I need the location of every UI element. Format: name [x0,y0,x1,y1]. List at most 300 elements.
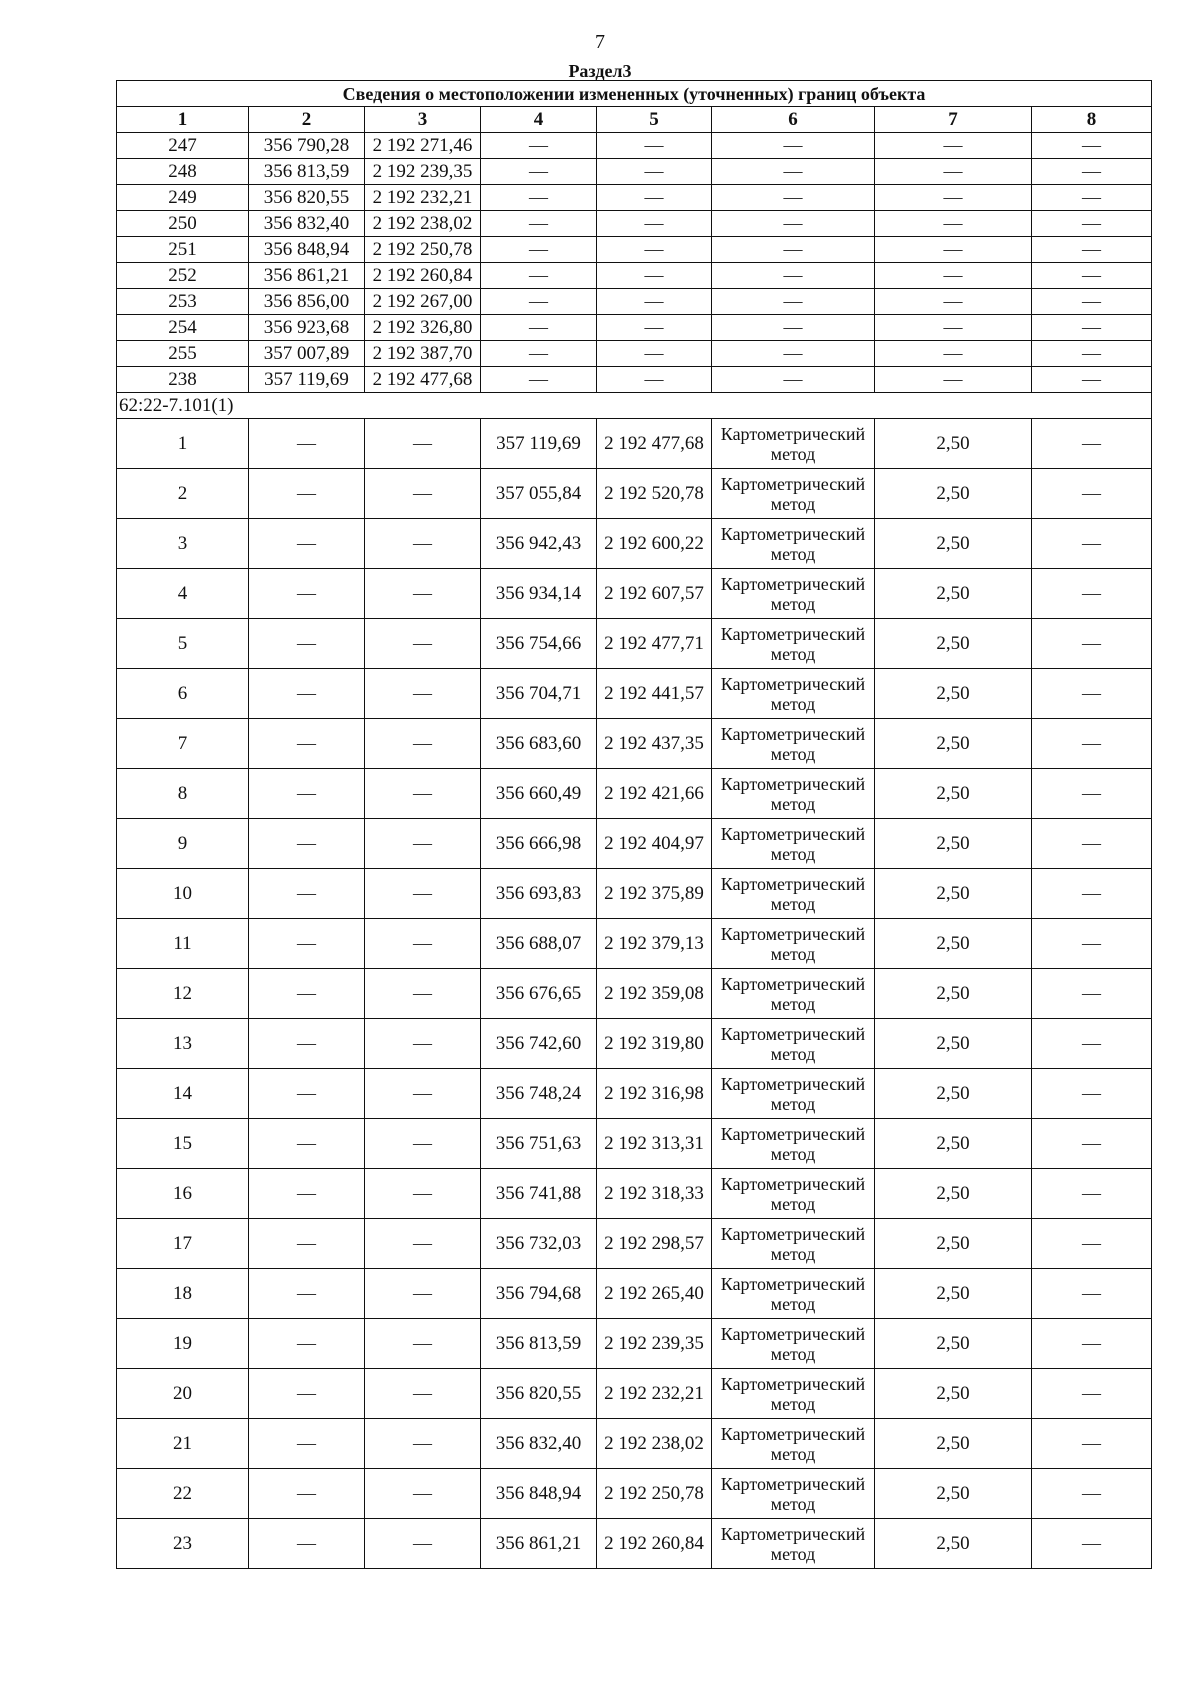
table-cell: — [1032,1419,1152,1469]
table-cell: — [365,819,481,869]
table-cell: — [1032,819,1152,869]
table-cell: 356 751,63 [481,1119,597,1169]
table-cell: — [365,769,481,819]
table-cell: 2 192 313,31 [597,1119,712,1169]
table-cell: — [249,519,365,569]
table-cell: 356 660,49 [481,769,597,819]
table-cell: — [1032,469,1152,519]
table-cell: 2 192 250,78 [597,1469,712,1519]
table-cell: — [1032,719,1152,769]
table-cell: 19 [117,1319,249,1369]
table-cell: — [365,419,481,469]
table-cell: 356 790,28 [249,133,365,159]
table-cell: 18 [117,1269,249,1319]
table-cell: — [365,1419,481,1469]
table-cell: — [481,263,597,289]
table-cell: 2,50 [875,1019,1032,1069]
table-cell: — [365,619,481,669]
table-cell: 15 [117,1119,249,1169]
table-cell: — [1032,569,1152,619]
table-cell: 2,50 [875,869,1032,919]
table-cell: 2 192 319,80 [597,1019,712,1069]
table-cell: — [875,367,1032,393]
table-cell: 2 192 260,84 [365,263,481,289]
table-cell: 2 192 387,70 [365,341,481,367]
table-cell: — [481,237,597,263]
table-cell: — [1032,1169,1152,1219]
table-cell: 238 [117,367,249,393]
table-cell: — [1032,1019,1152,1069]
table-cell: 2 192 298,57 [597,1219,712,1269]
table-cell: — [249,469,365,519]
table-cell: 6 [117,669,249,719]
table-cell: — [712,289,875,315]
table-cell: — [249,1369,365,1419]
object-id: 62:22-7.101(1) [117,393,1152,419]
table-cell: 2 192 421,66 [597,769,712,819]
table-cell: 8 [117,769,249,819]
table-cell: — [365,869,481,919]
table-cell: — [249,1419,365,1469]
table-caption: Сведения о местоположении измененных (уточненных) границ объекта [117,81,1152,107]
table-cell: — [1032,1369,1152,1419]
table-cell: — [365,1369,481,1419]
table-cell: 2,50 [875,1219,1032,1269]
table-cell: 2,50 [875,819,1032,869]
table-cell: 2,50 [875,769,1032,819]
table-row [117,869,1152,919]
table-cell: 2,50 [875,1419,1032,1469]
table-cell: — [597,289,712,315]
table-row [117,315,1152,341]
table-cell: — [365,1119,481,1169]
table-row [117,237,1152,263]
table-cell: 2 192 607,57 [597,569,712,619]
table-cell: — [365,1519,481,1569]
column-number: 4 [481,107,597,133]
table-cell: — [249,869,365,919]
table-cell: — [249,1069,365,1119]
table-cell: 2 192 379,13 [597,919,712,969]
table-cell: — [365,469,481,519]
table-cell: 357 119,69 [481,419,597,469]
table-row [117,819,1152,869]
table-cell: — [1032,919,1152,969]
table-cell: 2 192 318,33 [597,1169,712,1219]
table-cell: — [365,1069,481,1119]
table-row [117,969,1152,1019]
table-cell: 17 [117,1219,249,1269]
table-cell: — [712,263,875,289]
table-cell: 2 192 316,98 [597,1069,712,1119]
table-cell: 356 856,00 [249,289,365,315]
table-caption-row [117,81,1152,107]
table-cell: Картометрический метод [712,1519,875,1569]
table-cell: 2,50 [875,719,1032,769]
table-cell: 2,50 [875,1469,1032,1519]
table-cell: 356 748,24 [481,1069,597,1119]
column-number: 1 [117,107,249,133]
column-number: 8 [1032,107,1152,133]
table-cell: Картометрический метод [712,1469,875,1519]
table-cell: 11 [117,919,249,969]
table-cell: 10 [117,869,249,919]
table-cell: 356 861,21 [481,1519,597,1569]
table-cell: 254 [117,315,249,341]
table-cell: 2,50 [875,619,1032,669]
table-cell: 2,50 [875,919,1032,969]
table-cell: 356 666,98 [481,819,597,869]
page-number: 7 [595,31,605,53]
table-cell: 2 192 250,78 [365,237,481,263]
table-cell: — [249,1319,365,1369]
table-cell: — [1032,367,1152,393]
table-cell: 2,50 [875,1519,1032,1569]
table-cell: 20 [117,1369,249,1419]
table-row [117,1219,1152,1269]
column-number: 7 [875,107,1032,133]
table-row [117,211,1152,237]
table-cell: — [1032,341,1152,367]
table-cell: 2 192 437,35 [597,719,712,769]
table-cell: 356 741,88 [481,1169,597,1219]
table-row [117,367,1152,393]
table-row [117,263,1152,289]
table-cell: 2,50 [875,1119,1032,1169]
table-row [117,419,1152,469]
table-row [117,1319,1152,1369]
table-cell: — [1032,133,1152,159]
table-cell: — [712,159,875,185]
table-row [117,1419,1152,1469]
table-row [117,133,1152,159]
table-cell: 247 [117,133,249,159]
table-cell: — [365,1469,481,1519]
table-cell: — [1032,1119,1152,1169]
table-row [117,1469,1152,1519]
table-cell: Картометрический метод [712,1069,875,1119]
table-cell: 251 [117,237,249,263]
table-cell: 2,50 [875,1319,1032,1369]
table-cell: — [481,315,597,341]
table-cell: — [597,211,712,237]
table-row [117,185,1152,211]
table-cell: — [1032,419,1152,469]
table-cell: — [365,1219,481,1269]
table-cell: — [1032,969,1152,1019]
table-cell: 2 192 260,84 [597,1519,712,1569]
table-cell: — [249,1169,365,1219]
column-number-row [117,107,1152,133]
table-cell: 356 820,55 [481,1369,597,1419]
section-title: Раздел3 [568,61,632,81]
table-cell: — [249,969,365,1019]
table-cell: Картометрический метод [712,819,875,869]
table-cell: 2 [117,469,249,519]
table-cell: — [875,185,1032,211]
table-cell: 356 832,40 [481,1419,597,1469]
table-cell: 2 192 267,00 [365,289,481,315]
table-cell: — [249,619,365,669]
table-cell: — [249,919,365,969]
table-row [117,1119,1152,1169]
table-cell: — [365,1019,481,1069]
table-cell: 2,50 [875,1269,1032,1319]
table-cell: 2 192 477,68 [597,419,712,469]
table-cell: — [1032,519,1152,569]
column-number: 5 [597,107,712,133]
table-cell: Картометрический метод [712,1219,875,1269]
table-cell: — [249,1019,365,1069]
table-row [117,1019,1152,1069]
table-cell: — [249,769,365,819]
column-number: 6 [712,107,875,133]
table-row [117,519,1152,569]
table-cell: 253 [117,289,249,315]
table-cell: 2 192 271,46 [365,133,481,159]
table-cell: — [365,569,481,619]
table-cell: Картометрический метод [712,1169,875,1219]
table-cell: 5 [117,619,249,669]
table-cell: — [249,1519,365,1569]
table-cell: — [365,669,481,719]
table-cell: 2 192 359,08 [597,969,712,1019]
table-cell: 2 192 375,89 [597,869,712,919]
table-cell: 16 [117,1169,249,1219]
table-row [117,719,1152,769]
table-cell: 356 848,94 [249,237,365,263]
table-cell: — [712,315,875,341]
table-row [117,619,1152,669]
table-cell: — [597,185,712,211]
table-cell: — [249,719,365,769]
table-cell: 356 832,40 [249,211,365,237]
table-cell: — [249,819,365,869]
table-cell: 357 119,69 [249,367,365,393]
table-cell: 4 [117,569,249,619]
table-cell: — [875,289,1032,315]
table-cell: 356 848,94 [481,1469,597,1519]
table-cell: 2 192 265,40 [597,1269,712,1319]
table-cell: — [1032,211,1152,237]
table-cell: Картометрический метод [712,1319,875,1369]
table-cell: — [712,341,875,367]
table-row [117,569,1152,619]
table-cell: — [1032,1269,1152,1319]
table-cell: Картометрический метод [712,719,875,769]
table-cell: 2,50 [875,1369,1032,1419]
column-number: 2 [249,107,365,133]
table-cell: — [1032,185,1152,211]
table-cell: — [597,263,712,289]
table-cell: — [875,133,1032,159]
table-cell: — [249,569,365,619]
table-row [117,289,1152,315]
table-cell: 2,50 [875,969,1032,1019]
table-cell: — [597,237,712,263]
table-cell: 3 [117,519,249,569]
table-row [117,469,1152,519]
table-cell: 250 [117,211,249,237]
table-cell: — [1032,315,1152,341]
table-cell: Картометрический метод [712,869,875,919]
table-cell: — [249,1469,365,1519]
table-cell: — [365,969,481,1019]
table-cell: — [365,919,481,969]
table-cell: Картометрический метод [712,919,875,969]
table-cell: — [481,341,597,367]
table-row [117,1269,1152,1319]
table-cell: 356 794,68 [481,1269,597,1319]
table-cell: — [597,133,712,159]
table-cell: 356 676,65 [481,969,597,1019]
table-cell: 2 192 326,80 [365,315,481,341]
table-cell: — [1032,869,1152,919]
table-cell: — [597,367,712,393]
table-cell: 9 [117,819,249,869]
table-cell: — [365,1169,481,1219]
table-cell: — [875,341,1032,367]
table-row [117,669,1152,719]
table-cell: 2,50 [875,1169,1032,1219]
table-cell: Картометрический метод [712,569,875,619]
table-cell: — [1032,263,1152,289]
table-cell: — [875,159,1032,185]
table-cell: — [365,719,481,769]
table-cell: 13 [117,1019,249,1069]
table-cell: Картометрический метод [712,769,875,819]
table-cell: 2 192 239,35 [365,159,481,185]
table-cell: 356 923,68 [249,315,365,341]
table-cell: 252 [117,263,249,289]
table-cell: Картометрический метод [712,969,875,1019]
table-cell: 249 [117,185,249,211]
table-cell: Картометрический метод [712,669,875,719]
table-cell: — [1032,1469,1152,1519]
table-cell: Картометрический метод [712,1019,875,1069]
table-cell: — [249,1269,365,1319]
table-cell: Картометрический метод [712,1269,875,1319]
table-cell: 357 007,89 [249,341,365,367]
table-cell: — [712,133,875,159]
table-cell: 2,50 [875,569,1032,619]
table-cell: 2 192 232,21 [365,185,481,211]
table-cell: — [481,185,597,211]
table-cell: 2 192 404,97 [597,819,712,869]
table-cell: — [712,211,875,237]
table-cell: — [875,237,1032,263]
table-cell: — [481,159,597,185]
table-cell: 2,50 [875,519,1032,569]
table-cell: 255 [117,341,249,367]
table-cell: 23 [117,1519,249,1569]
table-cell: 356 688,07 [481,919,597,969]
table-cell: — [1032,1319,1152,1369]
table-body [117,133,1152,1569]
table-cell: Картометрический метод [712,619,875,669]
table-cell: 2 192 477,71 [597,619,712,669]
table-cell: — [365,519,481,569]
table-row [117,159,1152,185]
boundary-coordinates-table [116,80,1152,1569]
table-cell: — [249,1219,365,1269]
table-cell: 356 683,60 [481,719,597,769]
table-cell: — [1032,159,1152,185]
table-row [117,1369,1152,1419]
table-cell: 14 [117,1069,249,1119]
table-cell: — [1032,769,1152,819]
table-cell: 356 820,55 [249,185,365,211]
table-cell: — [1032,1219,1152,1269]
table-cell: 2 192 239,35 [597,1319,712,1369]
table-cell: — [597,341,712,367]
table-cell: Картометрический метод [712,1369,875,1419]
table-cell: — [1032,669,1152,719]
table-cell: 2,50 [875,469,1032,519]
table-cell: 2 192 238,02 [597,1419,712,1469]
table-cell: Картометрический метод [712,1119,875,1169]
table-cell: — [597,315,712,341]
table-row [117,769,1152,819]
table-cell: 21 [117,1419,249,1469]
table-cell: — [712,237,875,263]
table-cell: 2 192 477,68 [365,367,481,393]
table-cell: — [481,133,597,159]
table-cell: — [1032,1069,1152,1119]
table-cell: — [249,669,365,719]
table-cell: — [875,263,1032,289]
table-cell: 357 055,84 [481,469,597,519]
table-cell: 356 942,43 [481,519,597,569]
table-cell: 356 704,71 [481,669,597,719]
table-cell: — [249,1119,365,1169]
table-cell: 7 [117,719,249,769]
table-cell: 356 813,59 [481,1319,597,1369]
table-cell: Картометрический метод [712,469,875,519]
table-cell: — [1032,289,1152,315]
column-number: 3 [365,107,481,133]
table-cell: — [481,289,597,315]
table-cell: — [365,1269,481,1319]
table-cell: — [249,419,365,469]
table-cell: 356 861,21 [249,263,365,289]
table-cell: 2,50 [875,669,1032,719]
table-row [117,1519,1152,1569]
table-cell: 2 192 232,21 [597,1369,712,1419]
table-cell: — [875,211,1032,237]
table-cell: 356 934,14 [481,569,597,619]
table-cell: 12 [117,969,249,1019]
table-row [117,1069,1152,1119]
table-cell: 1 [117,419,249,469]
table-row [117,341,1152,367]
table-cell: — [365,1319,481,1369]
table-cell: — [597,159,712,185]
table-row [117,919,1152,969]
table-cell: 22 [117,1469,249,1519]
table-cell: — [481,211,597,237]
table-cell: 356 742,60 [481,1019,597,1069]
table-cell: 2 192 520,78 [597,469,712,519]
table-cell: — [712,185,875,211]
table-cell: Картометрический метод [712,419,875,469]
table-cell: — [1032,237,1152,263]
table-cell: — [1032,1519,1152,1569]
object-id-row [117,393,1152,419]
table-cell: 356 693,83 [481,869,597,919]
table-cell: 2,50 [875,1069,1032,1119]
table-cell: 2,50 [875,419,1032,469]
